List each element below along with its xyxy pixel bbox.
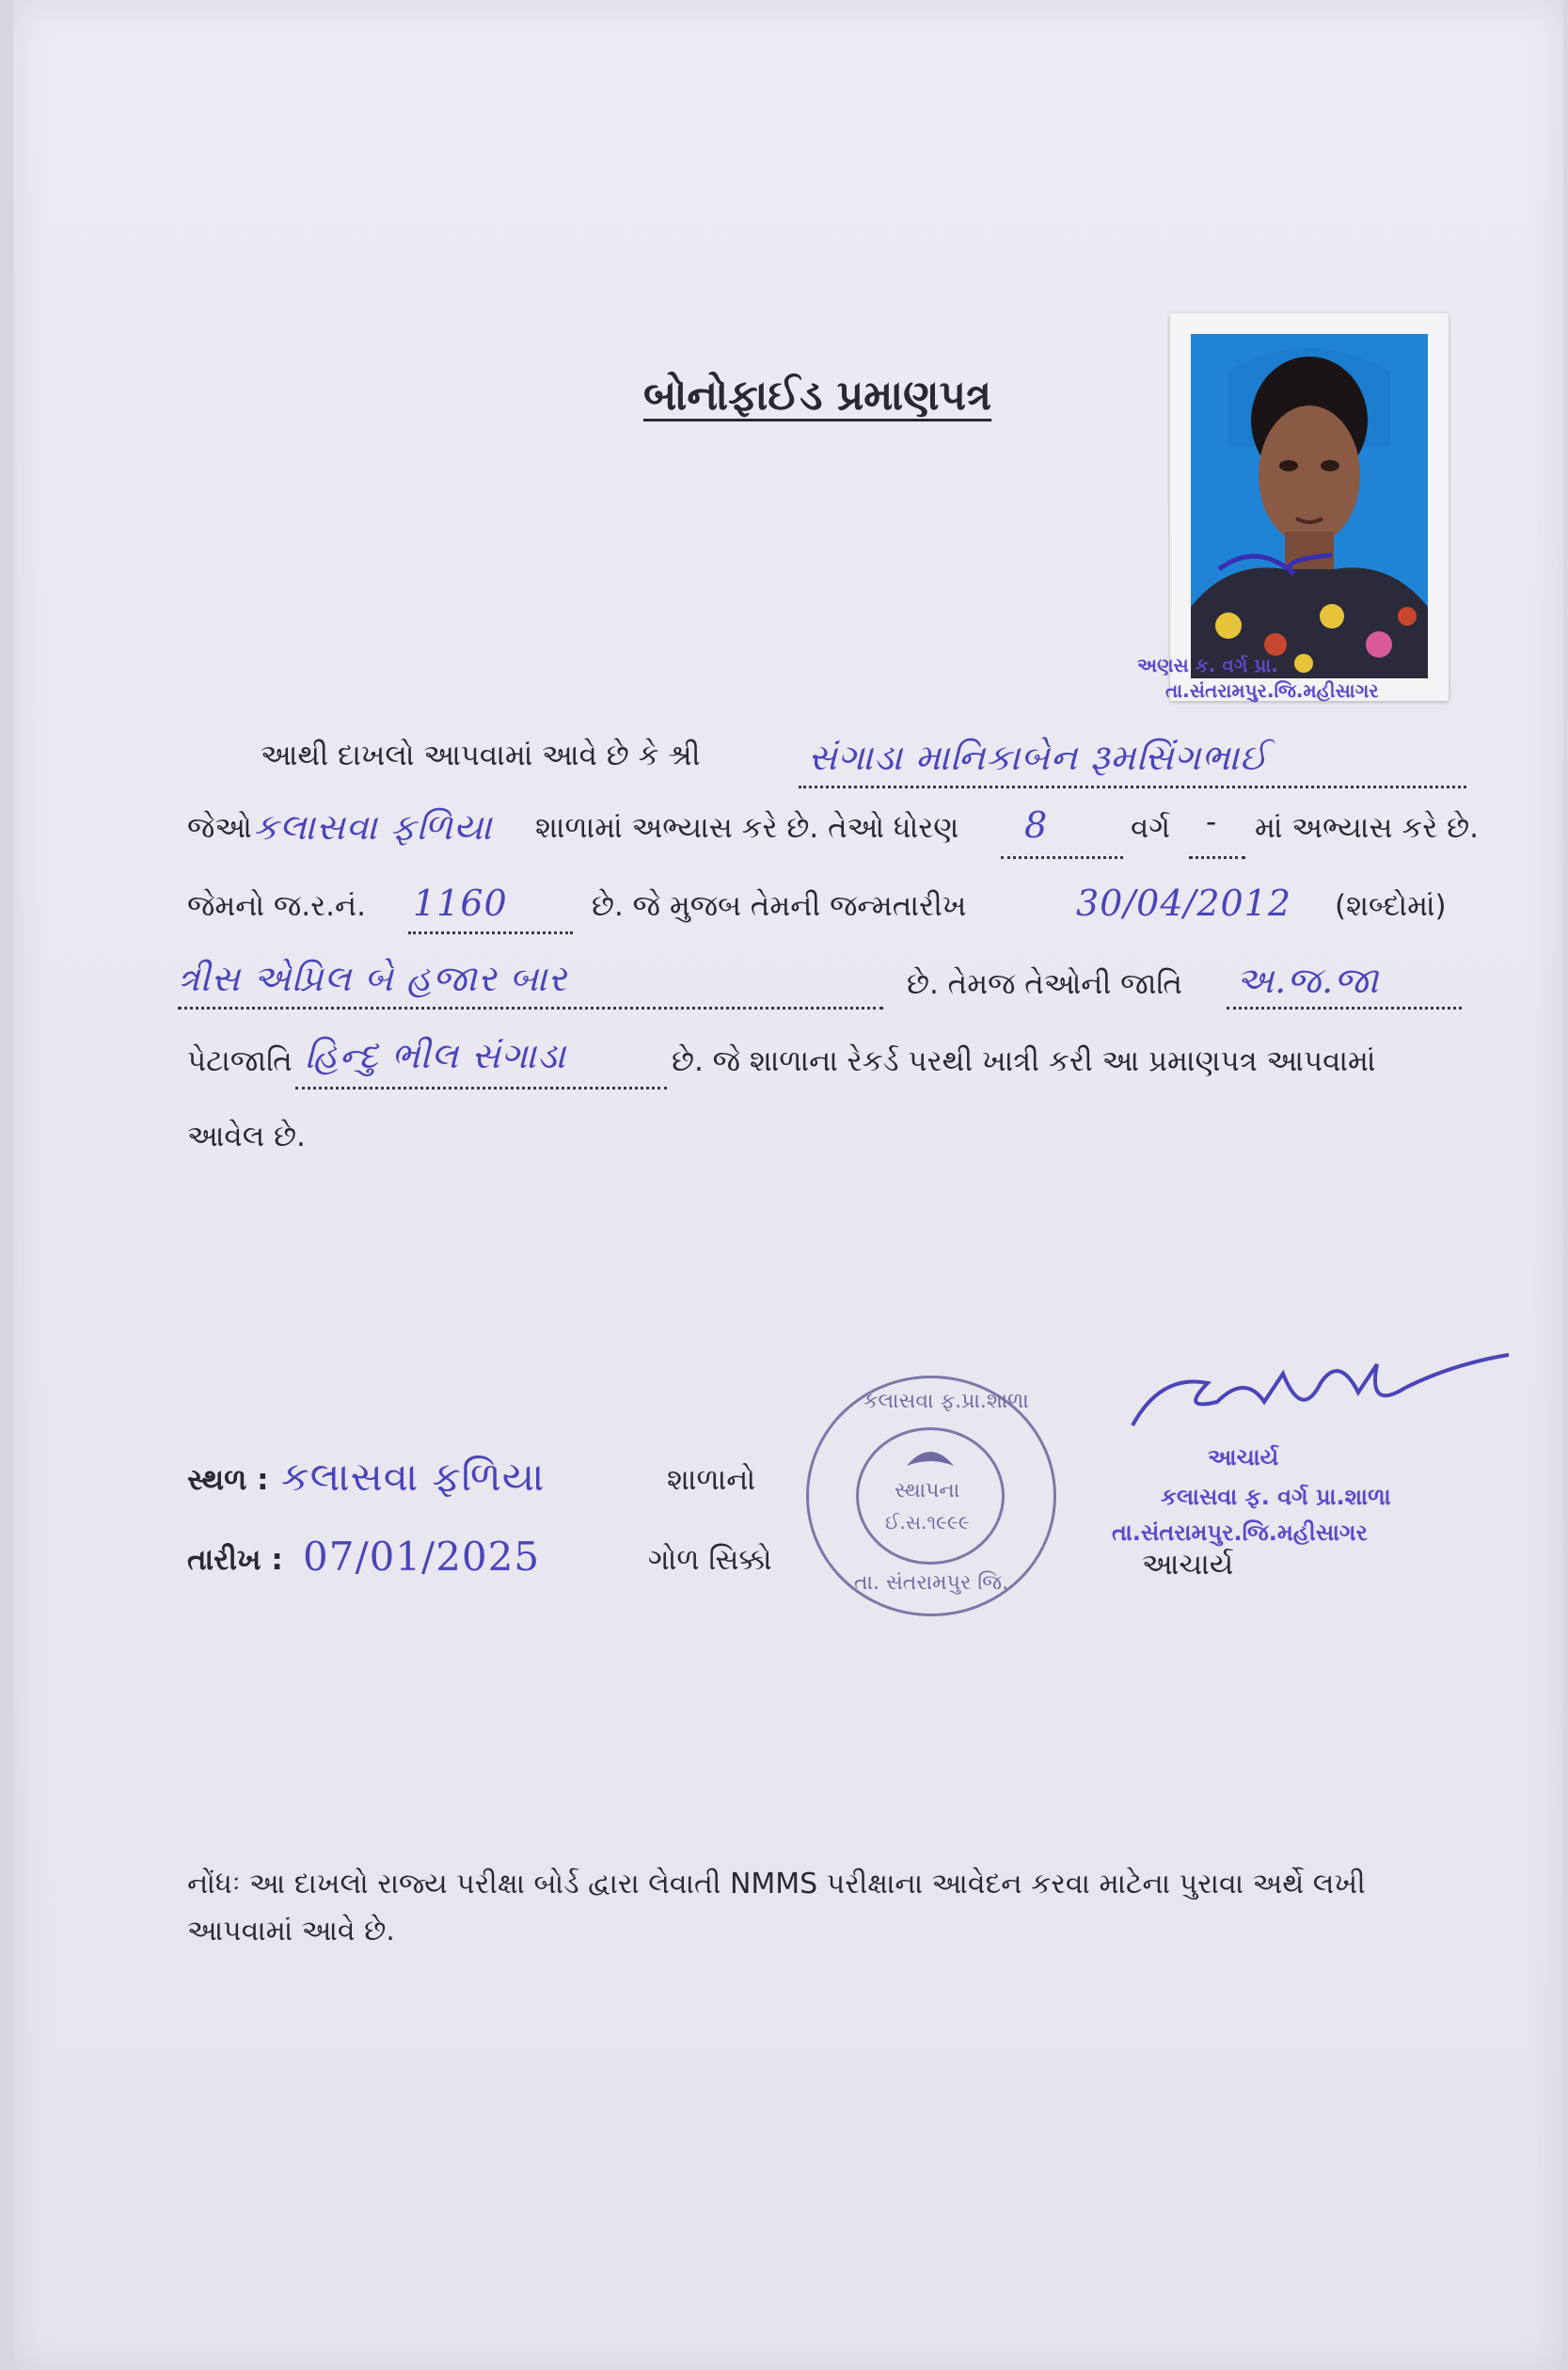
stamp-inner-circle — [856, 1427, 1005, 1565]
principal-seal-line3: તા.સંતરામપુર.જિ.મહીસાગર — [1112, 1519, 1368, 1546]
certificate-page — [13, 0, 1563, 2370]
date-label: તારીખ : — [187, 1543, 283, 1577]
standard-handwritten: 8 — [1024, 804, 1049, 846]
seal-label-line2: ગોળ સિક્કો — [648, 1543, 772, 1577]
stamp-outer-top: કલાસવા ફ.પ્રા.શાળા — [863, 1390, 1029, 1413]
body-line3-suffix: (શબ્દોમાં) — [1335, 889, 1447, 923]
place-label: સ્થળ : — [187, 1463, 269, 1497]
body-line2-middle: શાળામાં અભ્યાસ કરે છે. તેઓ ધોરણ — [535, 811, 959, 845]
student-portrait-image — [1191, 334, 1428, 678]
standard-dotted-line — [1001, 856, 1123, 859]
principal-label: આચાર્ય — [1142, 1548, 1234, 1582]
photo-stamp-line1: અણસ ક. વર્ગ પ્રા. — [1137, 654, 1278, 676]
stamp-emblem-icon — [902, 1438, 958, 1475]
school-name-handwritten: કલાસવા ફળિયા — [253, 806, 493, 848]
body-line2-suffix: માં અભ્યાસ કરે છે. — [1255, 811, 1479, 845]
body-line3-middle: છે. જે મુજબ તેમની જન્મતારીખ — [592, 889, 967, 923]
name-dotted-line — [799, 786, 1466, 788]
body-line5-prefix: પેટાજાતિ — [187, 1044, 293, 1078]
dob-in-words-handwritten: ત્રીસ એપ્રિલ બે હજાર બાર — [178, 958, 568, 999]
body-line1-text: આથી દાખલો આપવામાં આવે છે કે શ્રી — [261, 739, 701, 772]
caste-dotted-line — [1227, 1007, 1462, 1010]
subcaste-dotted-line — [295, 1087, 667, 1090]
dob-words-dotted-line — [178, 1007, 883, 1010]
principal-signature-icon — [1123, 1336, 1518, 1439]
body-line3-prefix: જેમનો જ.ર.નં. — [187, 889, 366, 923]
stamp-center-line2: ઈ.સ.૧૯૯૯ — [885, 1511, 970, 1534]
school-round-stamp — [806, 1376, 1056, 1616]
note-line1: નોંધઃ આ દાખલો રાજ્ય પરીક્ષા બોર્ડ દ્વારા લેવાતી NMMS પરીક્ષાના આવેદન કરવા માટેના પુરાવા અર્થે લખી — [187, 1868, 1366, 1901]
stamp-center-line1: સ્થાપના — [895, 1479, 960, 1503]
note-line2: આપવામાં આવે છે. — [187, 1915, 395, 1948]
body-line4-middle: છે. તેમજ તેઓની જાતિ — [907, 967, 1182, 1001]
dob-handwritten: 30/04/2012 — [1076, 883, 1292, 924]
seal-label-line1: શાળાનો — [667, 1463, 756, 1497]
principal-seal-line2: કલાસવા ફ. વર્ગ પ્રા.શાળા — [1161, 1484, 1391, 1510]
subcaste-handwritten: હિન્દુ ભીલ સંગાડા — [305, 1035, 567, 1076]
certificate-title: બોનોફાઈડ પ્રમાણપત્ર — [643, 372, 992, 420]
student-photo-frame — [1170, 313, 1449, 701]
caste-handwritten: અ.જ.જા — [1236, 960, 1380, 1001]
stamp-outer-bottom: તા. સંતરામપુર જિ. — [854, 1571, 1009, 1595]
class-value: - — [1206, 805, 1217, 839]
body-line5-suffix: છે. જે શાળાના રેકર્ડ પરથી ખાત્રી કરી આ પ્રમાણપત્ર આપવામાં — [672, 1044, 1376, 1078]
register-number-handwritten: 1160 — [413, 883, 508, 924]
principal-seal-line1: આચાર્ય — [1208, 1444, 1279, 1471]
register-dotted-line — [408, 931, 573, 934]
class-label: વર્ગ — [1131, 811, 1170, 845]
student-name-handwritten: સંગાડા માનિકાબેન રૂમસિંગભાઈ — [808, 737, 1269, 778]
place-handwritten: કલાસવા ફળિયા — [281, 1454, 546, 1500]
photo-stamp-line2: તા.સંતરામપુર.જિ.મહીસાગર — [1165, 679, 1379, 702]
body-line2-prefix: જેઓ — [187, 811, 252, 845]
body-line6: આવેલ છે. — [187, 1120, 306, 1153]
student-photo — [1191, 334, 1428, 678]
class-dotted-line — [1189, 856, 1245, 859]
date-handwritten: 07/01/2025 — [303, 1534, 541, 1580]
